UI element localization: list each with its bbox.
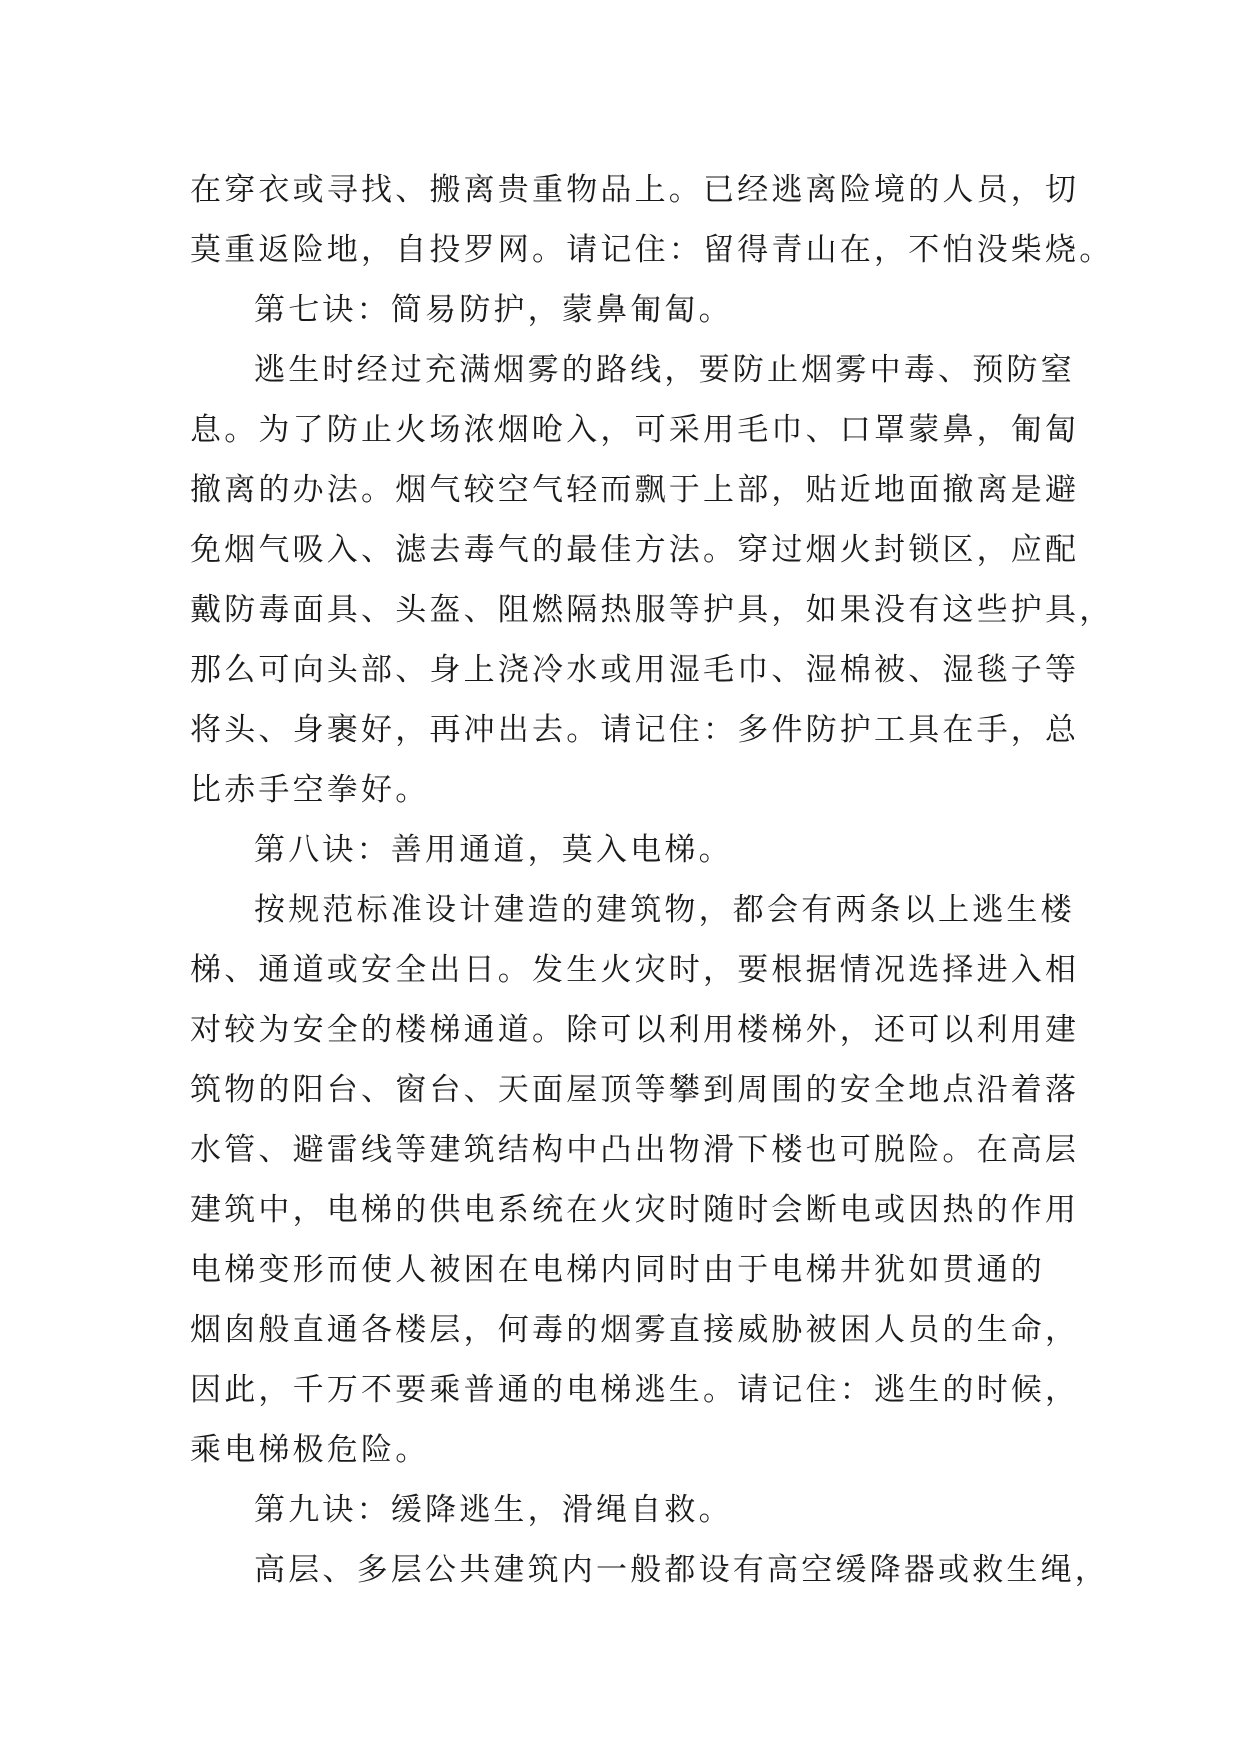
text-line: 建筑中，电梯的供电系统在火灾时随时会断电或因热的作用 — [190, 1192, 1080, 1228]
text-line: 因此，千万不要乘普通的电梯逃生。请记住：逃生的时候， — [190, 1372, 1080, 1408]
text-line: 高层、多层公共建筑内一般都设有高空缓降器或救生绳， — [254, 1552, 1109, 1588]
text-line: 莫重返险地，自投罗网。请记住：留得青山在，不怕没柴烧。 — [190, 232, 1114, 268]
text-line: 那么可向头部、身上浇冷水或用湿毛巾、湿棉被、湿毯子等 — [190, 652, 1080, 688]
text-line: 梯、通道或安全出日。发生火灾时，要根据情况选择进入相 — [190, 952, 1080, 988]
text-line: 撤离的办法。烟气较空气轻而飘于上部，贴近地面撤离是避 — [190, 472, 1080, 508]
text-line: 比赤手空拳好。 — [190, 772, 430, 808]
text-line: 按规范标准设计建造的建筑物，都会有两条以上逃生楼 — [254, 892, 1075, 928]
text-line: 水管、避雷线等建筑结构中凸出物滑下楼也可脱险。在高层 — [190, 1132, 1080, 1168]
text-line: 在穿衣或寻找、搬离贵重物品上。已经逃离险境的人员，切 — [190, 172, 1080, 208]
text-line: 筑物的阳台、窗台、天面屋顶等攀到周围的安全地点沿着落 — [190, 1072, 1080, 1108]
text-line: 第九诀：缓降逃生，滑绳自救。 — [254, 1492, 733, 1528]
text-line: 对较为安全的楼梯通道。除可以利用楼梯外，还可以利用建 — [190, 1012, 1080, 1048]
text-line: 息。为了防止火场浓烟呛入，可采用毛巾、口罩蒙鼻，匍匐 — [190, 412, 1080, 448]
text-line: 戴防毒面具、头盔、阻燃隔热服等护具，如果没有这些护具， — [190, 592, 1114, 628]
text-line: 免烟气吸入、滤去毒气的最佳方法。穿过烟火封锁区，应配 — [190, 532, 1080, 568]
text-line: 将头、身裹好，再冲出去。请记住：多件防护工具在手，总 — [190, 712, 1080, 748]
text-line: 电梯变形而使人被困在电梯内同时由于电梯井犹如贯通的 — [190, 1252, 1045, 1288]
text-line: 第八诀：善用通道，莫入电梯。 — [254, 832, 733, 868]
text-line: 烟囱般直通各楼层，何毒的烟雾直接威胁被困人员的生命， — [190, 1312, 1080, 1348]
text-line: 第七诀：简易防护，蒙鼻匍匐。 — [254, 292, 733, 328]
body-text — [190, 160, 1114, 1600]
text-line: 乘电梯极危险。 — [190, 1432, 430, 1468]
text-line: 逃生时经过充满烟雾的路线，要防止烟雾中毒、预防窒 — [254, 352, 1075, 388]
